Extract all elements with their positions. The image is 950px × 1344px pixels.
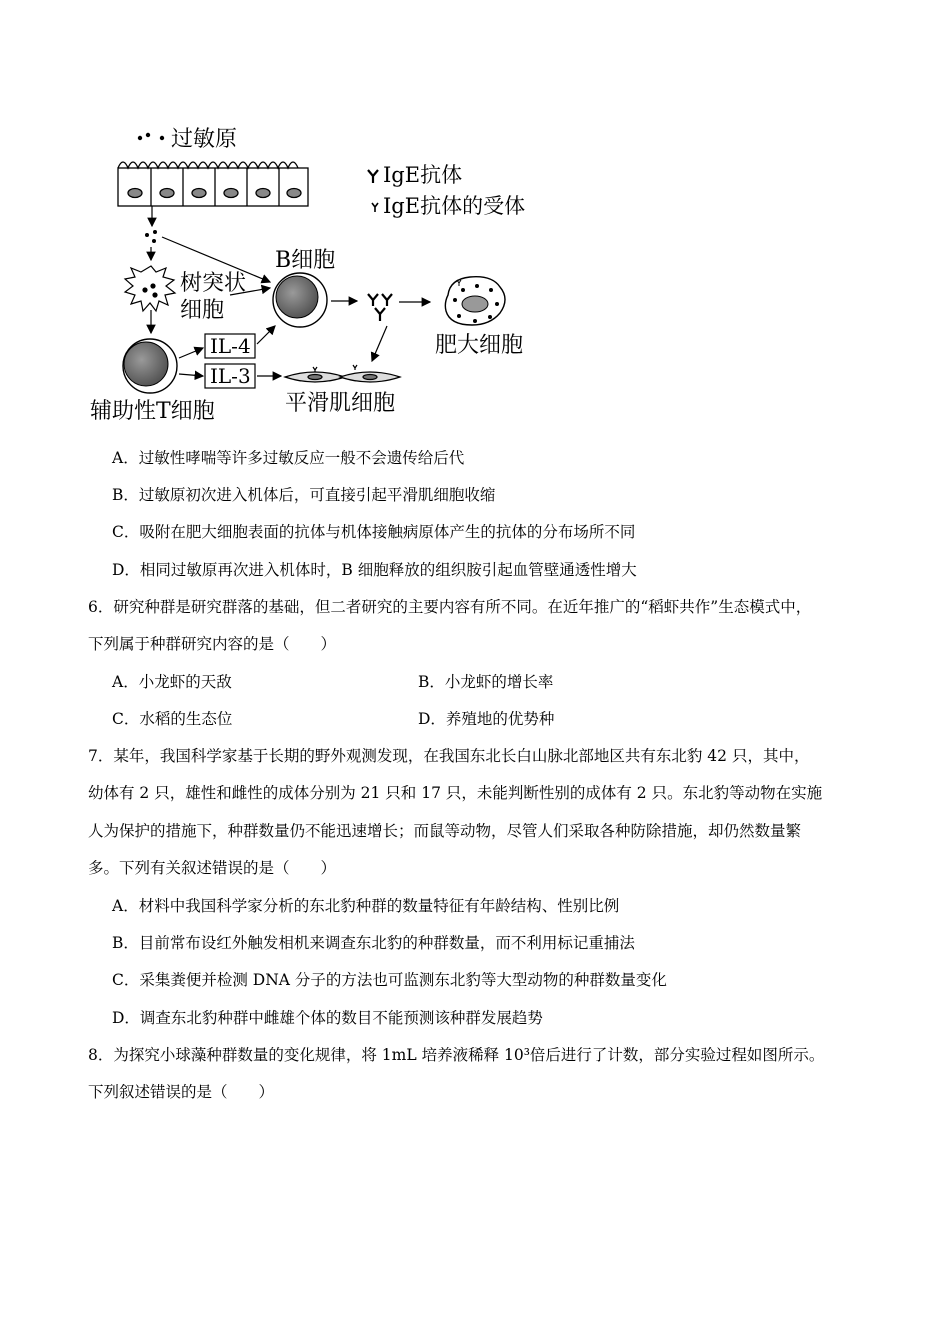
allergen-label: 过敏原 [171, 127, 238, 152]
q6-stem-line-2: 下列属于种群研究内容的是（ ） [88, 635, 337, 653]
q6-option-b: B．小龙虾的增长率 [418, 673, 554, 691]
q5-option-d: D．相同过敏原再次进入机体时，B 细胞释放的组织胺引起血管壁通透性增大 [112, 561, 637, 579]
mast-cell-label: 肥大细胞 [435, 333, 524, 358]
il3-label: IL-3 [210, 364, 251, 388]
ige-receptor-label: IgE抗体的受体 [383, 194, 526, 218]
q7-option-b: B．目前常布设红外触发相机来调查东北豹的种群数量，而不利用标记重捕法 [112, 934, 635, 952]
allergen-particles-icon [145, 230, 157, 243]
q7-option-a: A．材料中我国科学家分析的东北豹种群的数量特征有年龄结构、性别比例 [112, 897, 620, 915]
b-cell-label: B细胞 [275, 248, 336, 273]
q7-stem-line-4: 多。下列有关叙述错误的是（ ） [88, 859, 337, 877]
q5-option-a: A．过敏性哮喘等许多过敏反应一般不会遗传给后代 [112, 449, 465, 467]
ige-receptor-icon [372, 203, 378, 212]
allergy-mechanism-diagram [85, 120, 565, 430]
q6-option-c: C．水稻的生态位 [112, 710, 233, 728]
il4-label: IL-4 [210, 334, 251, 358]
q8-stem-line-2: 下列叙述错误的是（ ） [88, 1083, 275, 1101]
q6-option-d: D．养殖地的优势种 [418, 710, 555, 728]
allergen-icon [138, 133, 164, 140]
q5-option-c: C．吸附在肥大细胞表面的抗体与机体接触病原体产生的抗体的分布场所不同 [112, 523, 636, 541]
helper-t-cell-icon [123, 339, 177, 393]
smooth-muscle-icon [285, 365, 400, 382]
dendritic-cell-label-1: 树突状 [180, 271, 247, 296]
mast-cell-icon [445, 277, 505, 325]
q7-stem-line-3: 人为保护的措施下，种群数量仍不能迅速增长；而鼠等动物，尽管人们采取各种防除措施，却仍然数量繁 [88, 822, 802, 840]
q7-stem-line-2: 幼体有 2 只，雄性和雌性的成体分别为 21 只和 17 只，未能判断性别的成体有 2 只。东北豹等动物在实施 [88, 784, 823, 802]
q5-option-b: B．过敏原初次进入机体后，可直接引起平滑肌细胞收缩 [112, 486, 496, 504]
ige-antibody-label: IgE抗体 [383, 163, 463, 187]
ige-antibody-icon [368, 170, 378, 183]
dendritic-cell-icon [125, 266, 175, 311]
q6-stem-line-1: 6．研究种群是研究群落的基础，但二者研究的主要内容有所不同。在近年推广的“稻虾共作”生态模式中， [88, 598, 812, 616]
helper-t-cell-label: 辅助性T细胞 [90, 399, 215, 424]
q7-option-d: D．调查东北豹种群中雌雄个体的数目不能预测该种群发展趋势 [112, 1009, 543, 1027]
q8-stem-line-1: 8．为探究小球藻种群数量的变化规律，将 1mL 培养液稀释 10³倍后进行了计数，部分实验过程如图所示。 [88, 1046, 825, 1064]
q6-option-a: A．小龙虾的天敌 [112, 673, 232, 691]
q7-stem-line-1: 7．某年，我国科学家基于长期的野外观测发现，在我国东北长白山脉北部地区共有东北豹 42 只，其中， [88, 747, 810, 765]
dendritic-cell-label-2: 细胞 [180, 298, 225, 323]
antibodies-icon [368, 294, 392, 321]
b-cell-icon [273, 273, 327, 327]
smooth-muscle-label: 平滑肌细胞 [285, 391, 396, 416]
q7-option-c: C．采集粪便并检测 DNA 分子的方法也可监测东北豹等大型动物的种群数量变化 [112, 971, 667, 989]
epithelium-icon [118, 162, 308, 206]
